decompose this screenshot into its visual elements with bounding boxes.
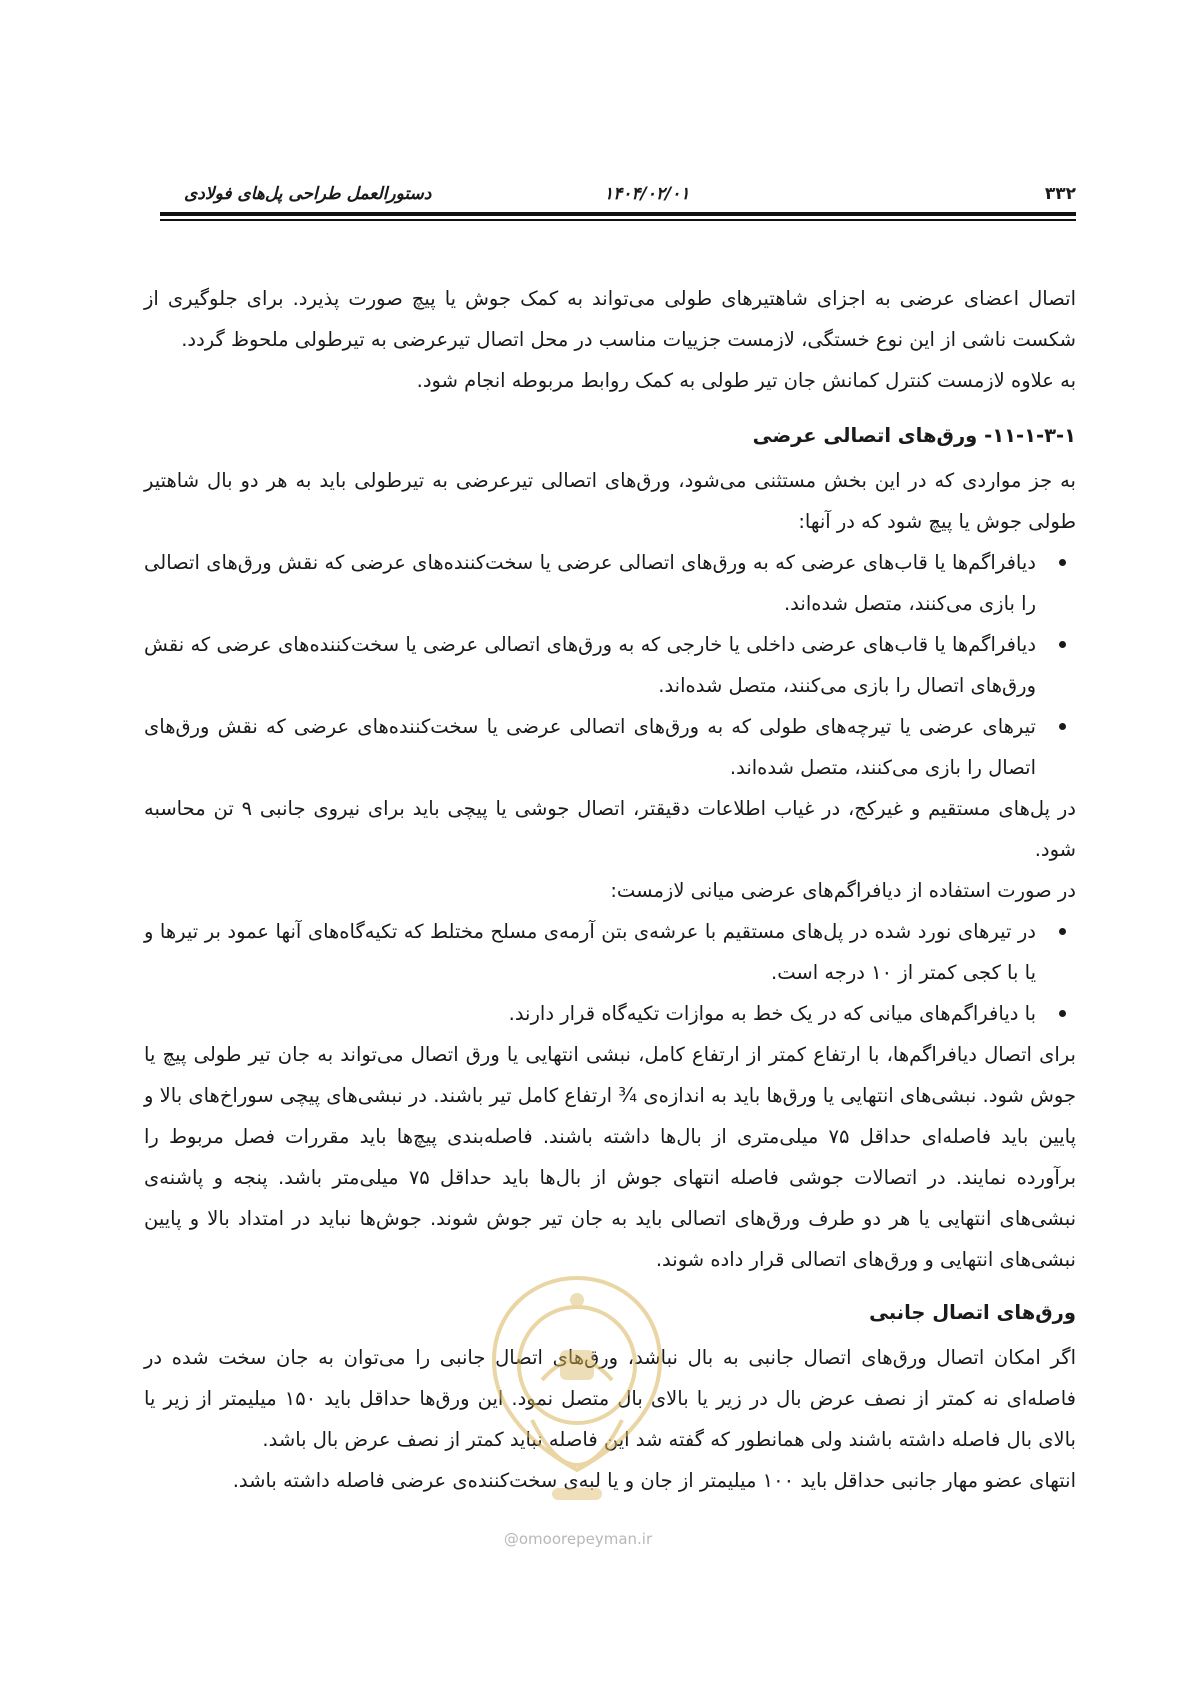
section-number: ۱۱-۱-۳-۱-	[984, 424, 1076, 447]
intro-paragraph-2: به علاوه لازمست کنترل کمانش جان تیر طولی به کمک روابط مربوطه انجام شود.	[416, 369, 1076, 392]
header-rule-thick	[160, 212, 1076, 216]
diaphragm-bullet-list	[144, 911, 1076, 1034]
page-header	[160, 184, 1076, 214]
list-item: دیافراگم‌ها یا قاب‌های عرضی که به ورق‌های اتصالی عرضی یا سخت‌کننده‌های عرضی که نقش ورق‌های اتصالی را بازی می‌کنند، متصل شده‌اند.	[144, 542, 1036, 624]
header-date: ۱۴۰۴/۰۲/۰۱	[604, 184, 690, 204]
watermark-url: @omoorepeyman.ir	[503, 1530, 653, 1548]
lateral-plates-paragraph: اگر امکان اتصال ورق‌های اتصال جانبی به بال نباشد، ورق‌های اتصال جانبی را می‌توان به جان سخت شده در فاصله‌ای نه کمتر از نصف عرض بال در زیر یا بالای بال متصل نمود. این ورق‌ها حداقل باید ۱۵۰ میلیمتر از زیر یا بالای بال فاصله داشته باشند ولی همانطور که گفته شد این فاصله نباید کمتر از نصف عرض بال باشد.	[144, 1346, 1076, 1451]
lateral-force-paragraph: در پل‌های مستقیم و غیرکج، در غیاب اطلاعات دقیقتر، اتصال جوشی یا پیچی باید برای نیروی جانبی ۹ تن محاسبه شود.	[144, 797, 1076, 861]
section-title: ورق‌های اتصالی عرضی	[752, 424, 978, 447]
section-lead: به جز مواردی که در این بخش مستثنی می‌شود، ورق‌های اتصالی تیرعرضی به تیرطولی باید به هر دو بال شاهتیر طولی جوش یا پیچ شود که در آنها:	[144, 469, 1076, 533]
list-item: با دیافراگم‌های میانی که در یک خط به موازات تکیه‌گاه قرار دارند.	[144, 993, 1036, 1034]
lateral-plates-heading: ورق‌های اتصال جانبی	[869, 1301, 1076, 1324]
bullet-list	[144, 542, 1076, 788]
connection-paragraph: برای اتصال دیافراگم‌ها، با ارتفاع کمتر از ارتفاع کامل، نبشی انتهایی یا ورق اتصال می‌تواند به جان تیر طولی پیچ یا جوش شود. نبشی‌های انتهایی یا ورق‌ها باید به اندازه‌ی ¾ ارتفاع کامل تیر باشند. در نبشی‌های پیچی سوراخ‌های بالا و پایین باید فاصله‌ای حداقل ۷۵ میلی‌متری از بال‌ها داشته باشند. فاصله‌بندی پیچ‌ها باید مقررات فصل مربوط را برآورده نمایند. در اتصالات جوشی فاصله انتهای جوش از بال‌ها باید حداقل ۷۵ میلی‌متر باشد. پنجه و پاشنه‌ی نبشی‌های انتهایی یا هر دو طرف ورق‌های اتصالی باید به جان تیر جوش شوند. جوش‌ها نباید در امتداد بالا و پایین نبشی‌های انتهایی و ورق‌های اتصالی قرار داده شوند.	[144, 1043, 1077, 1271]
header-rule-thin	[160, 219, 1076, 221]
list-item: دیافراگم‌ها یا قاب‌های عرضی داخلی یا خارجی که به ورق‌های اتصالی عرضی یا سخت‌کننده‌های عرضی که نقش ورق‌های اتصال را بازی می‌کنند، متصل شده‌اند.	[144, 624, 1036, 706]
header-title: دستورالعمل طراحی پل‌های فولادی	[184, 184, 432, 204]
list-item: تیرهای عرضی یا تیرچه‌های طولی که به ورق‌های اتصالی عرضی یا سخت‌کننده‌های عرضی که نقش ورق‌های اتصال را بازی می‌کنند، متصل شده‌اند.	[144, 706, 1036, 788]
list-item: در تیرهای نورد شده در پل‌های مستقیم با عرشه‌ی بتن آرمه‌ی مسلح مختلط که تکیه‌گاه‌های آنها عمود بر تیرها و یا با کجی کمتر از ۱۰ درجه است.	[144, 911, 1036, 993]
lateral-plates-paragraph-2: انتهای عضو مهار جانبی حداقل باید ۱۰۰ میلیمتر از جان و یا لبه‌ی سخت‌کننده‌ی عرضی فاصله داشته باشد.	[232, 1469, 1076, 1492]
page-number: ۳۳۲	[1044, 184, 1076, 204]
body-content	[144, 278, 1076, 1501]
diaphragm-lead: در صورت استفاده از دیافراگم‌های عرضی میانی لازمست:	[610, 879, 1076, 902]
section-heading	[144, 415, 1076, 456]
intro-paragraph: اتصال اعضای عرضی به اجزای شاهتیرهای طولی می‌تواند به کمک جوش یا پیچ صورت پذیرد. برای جلوگیری از شکست ناشی از این نوع خستگی، لازمست جزییات مناسب در محل اتصال تیرعرضی به تیرطولی ملحوظ گردد.	[144, 287, 1076, 351]
